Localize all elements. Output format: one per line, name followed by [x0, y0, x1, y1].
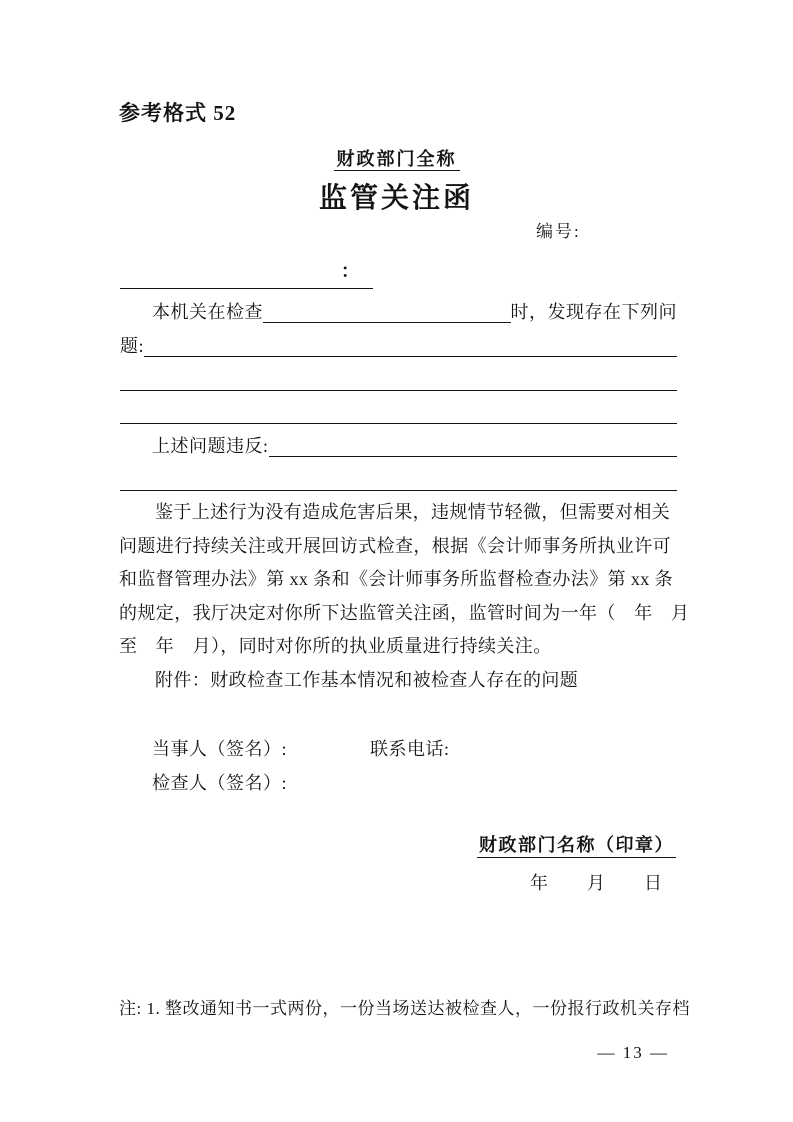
problems-row	[120, 324, 677, 357]
body-paragraph	[119, 496, 690, 697]
inspect-sentence-prefix: 本机关在检查	[152, 302, 263, 322]
document-title: 监管关注函	[318, 183, 474, 214]
inspect-target-blank-field	[263, 322, 511, 323]
page-number: — 13 —	[597, 1043, 669, 1062]
body-paragraph-line: 的规定，我厅决定对你所下达监管关注函，监管时间为一年（ 年 月	[119, 602, 690, 623]
addressee-blank-field: ：	[120, 256, 373, 289]
stamp-underlined-text: 财政部门名称（印章）	[477, 835, 676, 858]
blank-line-1	[120, 357, 677, 391]
party-signature-label: 当事人（签名）:	[152, 739, 288, 759]
document-number-label: 编号:	[536, 222, 581, 241]
inspect-sentence-row	[120, 290, 677, 323]
reference-format-label: 参考格式 52	[119, 101, 237, 125]
org-name-heading	[0, 145, 793, 171]
org-name-underlined-text: 财政部门全称	[334, 149, 460, 171]
blank-line-2	[120, 390, 677, 424]
violation-label: 上述问题违反:	[152, 436, 269, 456]
body-paragraph-line: 问题进行持续关注或开展回访式检查，根据《会计师事务所执业许可	[119, 535, 671, 556]
inspect-sentence-suffix: 时，发现存在下列问	[510, 302, 677, 322]
attachment-line: 附件：财政检查工作基本情况和被检查人存在的问题	[155, 669, 579, 690]
blank-line-3	[120, 457, 677, 491]
body-paragraph-line: 鉴于上述行为没有造成危害后果，违规情节轻微，但需要对相关	[155, 502, 671, 522]
problems-label: 题:	[120, 336, 145, 356]
inspector-signature-label: 检查人（签名）:	[152, 773, 288, 793]
body-paragraph-line: 和监督管理办法》第 xx 条和《会计师事务所监督检查办法》第 xx 条	[119, 569, 673, 589]
violation-row	[120, 424, 677, 457]
note-line: 注: 1. 整改通知书一式两份，一份当场送达被检查人，一份报行政机关存档	[119, 999, 690, 1018]
body-paragraph-line: 至 年 月），同时对你所的执业质量进行持续关注。	[119, 636, 552, 656]
date-line: 年 月 日	[530, 873, 663, 893]
contact-phone-label: 联系电话:	[370, 739, 450, 759]
stamp-line	[477, 831, 676, 857]
